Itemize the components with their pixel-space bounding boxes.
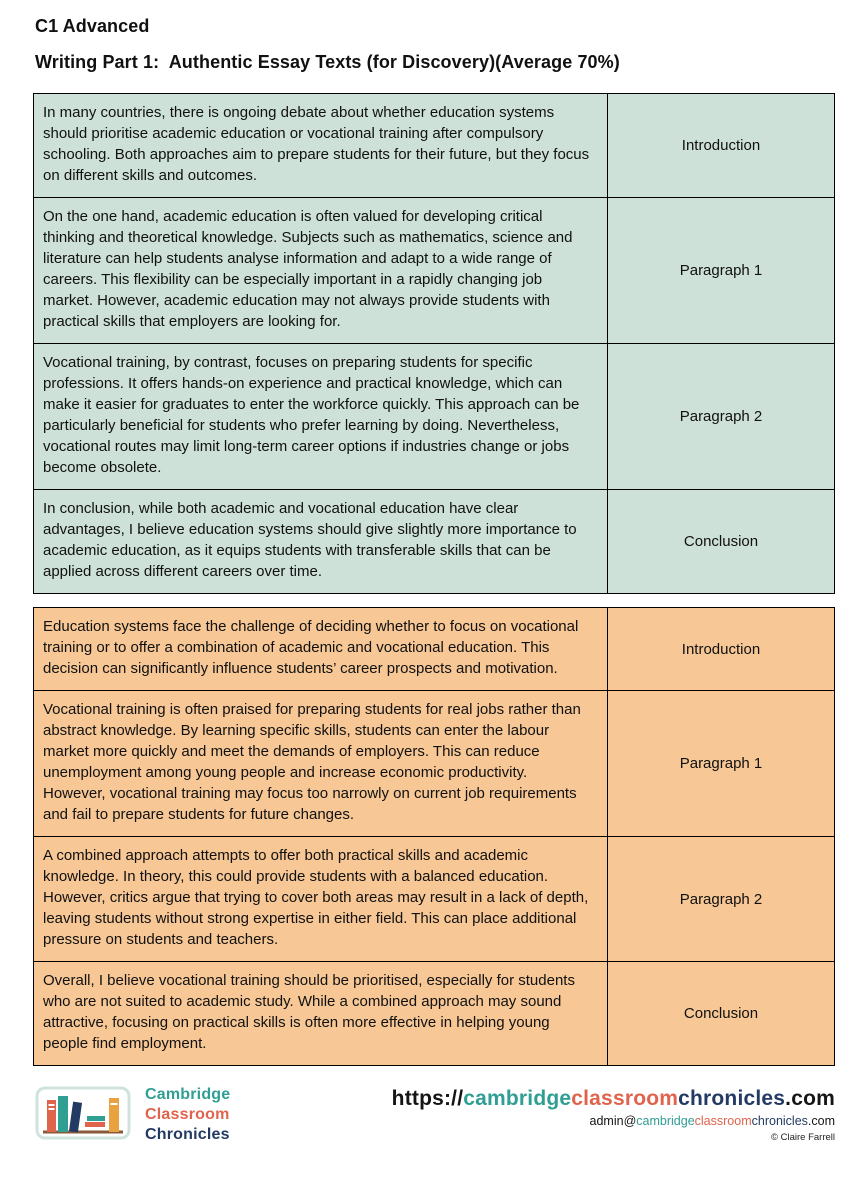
- essay-table-orange: [33, 607, 835, 1066]
- section-label-cell: [607, 691, 834, 836]
- email-classroom: classroom: [694, 1113, 752, 1128]
- url-classroom: classroom: [571, 1086, 679, 1110]
- admin-email-link[interactable]: [392, 1114, 835, 1128]
- essay-text-cell: [34, 344, 607, 489]
- essay-text-cell: [34, 608, 607, 690]
- email-chronicles: chronicles: [751, 1113, 808, 1128]
- url-chronicles: chronicles: [678, 1086, 786, 1110]
- essay-text: In many countries, there is ongoing debate about whether education systems should prioritise academic education or vocational training after compulsory schooling. Both approaches aim to prepare students for their future, but they focus on different skills and outcomes.: [43, 104, 590, 184]
- section-label: Paragraph 2: [679, 890, 763, 908]
- brand-name: [145, 1085, 230, 1145]
- email-tld: .com: [807, 1113, 835, 1128]
- essay-text: On the one hand, academic education is often valued for developing critical thinking and theoretical knowledge. Subjects such as mathematics, science and literature can help students analyse information and adapt to a wide range of careers. This flexibility can be especially important in a rapidly changing job market. However, academic education may not always provide students with practical skills that employers are looking for.: [43, 208, 573, 330]
- brand-word-classroom: Classroom: [145, 1105, 230, 1123]
- section-label-cell: [607, 198, 834, 343]
- books-icon: [35, 1082, 131, 1147]
- section-label: Conclusion: [683, 1005, 759, 1022]
- essay-text: In conclusion, while both academic and vocational education have clear advantages, I believe education systems should give slightly more importance to academic education, as it equips students with transferable skills that can be applied across different careers over time.: [43, 500, 577, 580]
- section-label-cell: [607, 837, 834, 961]
- site-url-link[interactable]: [392, 1087, 835, 1110]
- essay-text-cell: [34, 837, 607, 961]
- section-label-cell: [607, 94, 834, 197]
- essay-text: Vocational training is often praised for preparing students for real jobs rather than abstract knowledge. By learning specific skills, students can enter the labour market more quickly and meet the demands of employers. This can reduce unemployment among young people and increase economic productivity. However, vocational training may focus too narrowly on current job requirements and fail to prepare students for future changes.: [43, 701, 581, 823]
- url-cambridge: cambridge: [463, 1086, 572, 1110]
- section-label: Introduction: [681, 137, 761, 154]
- section-label: Introduction: [681, 640, 761, 658]
- course-level-heading: C1 Advanced: [35, 16, 150, 36]
- url-tld: .com: [785, 1086, 835, 1110]
- essay-text-cell: [34, 198, 607, 343]
- table-row: [34, 489, 834, 593]
- section-label: Paragraph 1: [679, 262, 763, 279]
- table-row: [34, 608, 834, 690]
- url-scheme: https://: [391, 1086, 464, 1110]
- essay-text-cell: [34, 94, 607, 197]
- table-row: [34, 343, 834, 489]
- table-row: [34, 94, 834, 197]
- table-row: [34, 836, 834, 961]
- essay-text-cell: [34, 962, 607, 1065]
- essay-text-cell: [34, 490, 607, 593]
- footer: [33, 1080, 835, 1155]
- section-label: Paragraph 2: [679, 408, 763, 425]
- section-label-cell: [607, 962, 834, 1065]
- section-label: Paragraph 1: [679, 755, 763, 772]
- essay-text: Education systems face the challenge of deciding whether to focus on vocational training or to offer a combination of academic and vocational education. This decision can significantly influence students’ career prospects and motivation.: [43, 618, 579, 677]
- email-user: admin@: [589, 1113, 637, 1128]
- section-label-cell: [607, 344, 834, 489]
- brand-word-chronicles: Chronicles: [145, 1125, 230, 1143]
- email-cambridge: cambridge: [636, 1113, 695, 1128]
- site-logo: [33, 1082, 230, 1147]
- copyright-notice: © Claire Farrell: [770, 1131, 835, 1143]
- table-row: [34, 690, 834, 836]
- brand-word-cambridge: Cambridge: [145, 1085, 231, 1103]
- essay-text: A combined approach attempts to offer both practical skills and academic knowledge. In theory, this could provide students with a balanced education. However, critics argue that trying to cover both areas may result in a lack of depth, leaving students without strong expertise in either field. This can place additional pressure on students and teachers.: [43, 847, 589, 948]
- section-label: Conclusion: [683, 533, 759, 550]
- essay-text-cell: [34, 691, 607, 836]
- essay-table-green: [33, 93, 835, 594]
- essay-text: Vocational training, by contrast, focuses on preparing students for specific professions. It offers hands-on experience and practical knowledge, which can make it easier for graduates to enter the workforce quickly. This approach can be particularly beneficial for students who prefer learning by doing. Nevertheless, vocational routes may limit long-term career options if industries change or jobs become obsolete.: [43, 354, 580, 476]
- table-row: [34, 197, 834, 343]
- section-label-cell: [607, 490, 834, 593]
- footer-contact: [392, 1087, 835, 1143]
- table-row: [34, 961, 834, 1065]
- essay-text: Overall, I believe vocational training should be prioritised, especially for students who are not suited to academic study. While a combined approach may sound attractive, focusing on practical skills is often more effective in helping young people find employment.: [43, 972, 575, 1052]
- section-label-cell: [607, 608, 834, 690]
- page-title: Writing Part 1: Authentic Essay Texts (for Discovery)(Average 70%): [35, 52, 620, 72]
